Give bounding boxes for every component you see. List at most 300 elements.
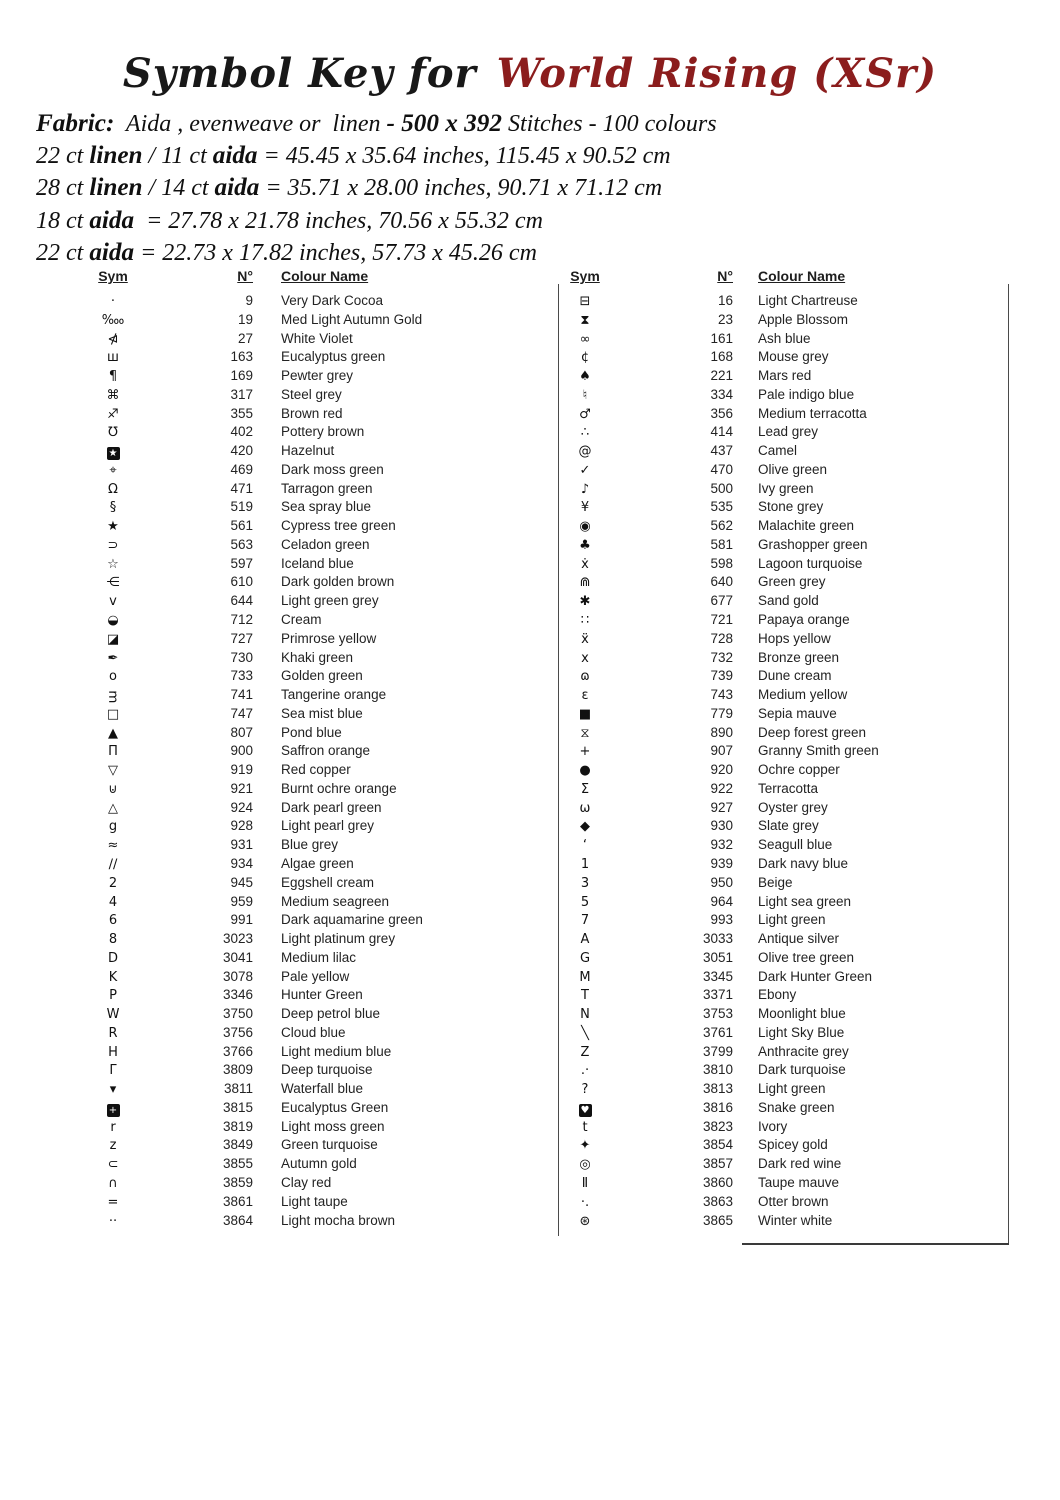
thread-number-cell: 931	[230, 837, 253, 853]
thread-number-cell: 733	[230, 668, 253, 684]
table-row	[550, 649, 1006, 668]
table-row	[550, 1024, 1006, 1043]
thread-number-cell: 993	[710, 912, 733, 928]
thread-number-cell: 3819	[222, 1118, 253, 1134]
colour-name-cell: Mars red	[758, 368, 812, 384]
colour-name-cell: Green turquoise	[281, 1137, 378, 1153]
symbol-cell: ɛ	[581, 688, 589, 704]
table-row	[78, 498, 548, 517]
thread-number-cell: 900	[230, 743, 253, 759]
symbol-cell: G	[579, 950, 591, 966]
thread-number-cell: 807	[230, 724, 253, 740]
symbol-cell: =	[107, 1194, 119, 1210]
thread-number-cell: 3753	[702, 1006, 733, 1022]
thread-number-cell: 163	[230, 349, 253, 365]
table-row	[78, 461, 548, 480]
thread-number-cell: 3033	[702, 931, 733, 947]
thread-number-cell: 3345	[702, 968, 733, 984]
table-row	[550, 498, 1006, 517]
symbol-cell: W	[106, 1007, 120, 1023]
symbol-cell: +	[579, 744, 591, 760]
column-header-row	[550, 268, 1006, 292]
table-row	[550, 517, 1006, 536]
thread-number-cell: 3816	[702, 1099, 733, 1115]
colour-name-cell: White Violet	[281, 330, 353, 346]
table-row	[550, 573, 1006, 592]
table-row	[78, 836, 548, 855]
table-row	[78, 1118, 548, 1137]
thread-number-cell: 743	[710, 687, 733, 703]
thread-number-cell: 924	[230, 799, 253, 815]
colour-name-cell: Medium lilac	[281, 949, 357, 965]
thread-number-cell: 3799	[702, 1043, 733, 1059]
table-row	[78, 874, 548, 893]
table-row	[550, 555, 1006, 574]
symbol-cell: ¢	[580, 350, 590, 366]
thread-number-cell: 939	[710, 855, 733, 871]
table-row	[550, 1061, 1006, 1080]
thread-number-cell: 221	[710, 368, 733, 384]
symbol-cell: Γ	[109, 1063, 117, 1079]
thread-number-cell: 3863	[702, 1193, 733, 1209]
table-row	[78, 367, 548, 386]
thread-number-cell: 3809	[222, 1062, 253, 1078]
table-row	[550, 817, 1006, 836]
colour-name-cell: Tarragon green	[281, 480, 373, 496]
colour-name-cell: Camel	[758, 443, 798, 459]
table-row	[550, 442, 1006, 461]
colour-name-cell: Terracotta	[758, 780, 819, 796]
thread-number-cell: 934	[230, 855, 253, 871]
colour-name-cell: Olive green	[758, 461, 828, 477]
table-row	[78, 761, 548, 780]
page-title	[0, 50, 1060, 97]
colour-name-cell: Light Chartreuse	[758, 293, 858, 308]
thread-number-cell: 921	[230, 780, 253, 796]
thread-number-cell: 721	[710, 612, 733, 628]
table-row	[78, 1043, 548, 1062]
thread-number-cell: 919	[230, 762, 253, 778]
fabric-text: / 11 ct	[142, 143, 213, 170]
colour-name-cell: Green grey	[758, 574, 826, 590]
thread-number-cell: 471	[230, 480, 253, 496]
colour-name-cell: Olive tree green	[758, 949, 855, 965]
symbol-cell: ♪	[580, 481, 590, 497]
fabric-info-line	[36, 172, 717, 204]
colour-name-cell: Deep turquoise	[281, 1062, 373, 1078]
table-row	[78, 1136, 548, 1155]
symbol-cell: ∴	[580, 425, 590, 441]
thread-number-cell: 644	[230, 593, 253, 609]
colour-name-cell: Eucalyptus Green	[281, 1099, 389, 1115]
table-row	[78, 855, 548, 874]
colour-name-cell: Dark Hunter Green	[758, 968, 873, 984]
symbol-cell: ⧖	[580, 725, 590, 741]
table-row	[78, 1212, 548, 1231]
colour-name-cell: Lead grey	[758, 424, 819, 440]
table-row	[78, 1061, 548, 1080]
symbol-cell: ·	[110, 294, 116, 309]
colour-name-cell: Oyster grey	[758, 799, 828, 815]
colour-name-cell: Tangerine orange	[281, 687, 387, 703]
table-row	[78, 911, 548, 930]
title-prefix: Symbol Key for	[122, 50, 477, 97]
symbol-cell: ·.	[580, 1194, 590, 1210]
table-row	[78, 799, 548, 818]
colour-name-cell: Golden green	[281, 668, 363, 684]
table-row	[550, 1193, 1006, 1212]
table-row	[78, 930, 548, 949]
fabric-text: 28 ct	[36, 175, 90, 202]
symbol-cell: ᴟ	[108, 688, 118, 704]
colour-name-cell: Iceland blue	[281, 555, 354, 571]
thread-number-cell: 3761	[702, 1024, 733, 1040]
thread-number-cell: 945	[230, 874, 253, 890]
colour-name-cell: Med Light Autumn Gold	[281, 311, 423, 327]
thread-number-cell: 3860	[702, 1174, 733, 1190]
symbol-cell: 1	[580, 856, 590, 872]
thread-number-cell: 9	[245, 293, 253, 308]
colour-name-cell: Dune cream	[758, 668, 832, 684]
table-row	[78, 592, 548, 611]
thread-number-cell: 739	[710, 668, 733, 684]
table-row	[550, 367, 1006, 386]
colour-name-cell: Ochre copper	[758, 762, 840, 778]
table-row	[78, 536, 548, 555]
thread-number-cell: 3864	[222, 1212, 253, 1228]
symbol-cell: ⊟	[579, 294, 591, 309]
thread-number-cell: 3051	[702, 949, 733, 965]
table-row	[550, 836, 1006, 855]
table-row	[78, 1005, 548, 1024]
table-row	[550, 1212, 1006, 1231]
symbol-cell: P	[109, 988, 117, 1004]
table-row	[78, 968, 548, 987]
colour-name-cell: Light medium blue	[281, 1043, 392, 1059]
thread-number-cell: 728	[710, 630, 733, 646]
thread-number-cell: 535	[710, 499, 733, 515]
colour-name-cell: Light green grey	[281, 593, 379, 609]
symbol-cell: ◎	[579, 1157, 591, 1173]
thread-number-cell: 3810	[702, 1062, 733, 1078]
colour-name-cell: Papaya orange	[758, 612, 850, 628]
table-row	[78, 686, 548, 705]
symbol-cell: ♮	[582, 387, 588, 403]
colour-name-cell: Hazelnut	[281, 443, 335, 459]
colour-name-cell: Pewter grey	[281, 368, 354, 384]
thread-number-cell: 928	[230, 818, 253, 834]
colour-name-cell: Light mocha brown	[281, 1212, 396, 1228]
table-row	[550, 630, 1006, 649]
thread-number-cell: 920	[710, 762, 733, 778]
fabric-info-line	[36, 205, 717, 237]
thread-number-cell: 3766	[222, 1043, 253, 1059]
symbol-cell: ⊛	[579, 1213, 591, 1229]
colour-name-cell: Ebony	[758, 987, 797, 1003]
thread-number-cell: 779	[710, 705, 733, 721]
symbol-cell: ᴠ	[109, 594, 117, 610]
table-row	[78, 348, 548, 367]
table-row	[550, 1080, 1006, 1099]
symbol-cell: △	[108, 800, 118, 816]
colour-name-cell: Antique silver	[758, 931, 840, 947]
fabric-text: 18 ct	[36, 207, 90, 234]
table-row	[550, 330, 1006, 349]
fabric-text: = 45.45 x 35.64 inches, 115.45 x 90.52 cm	[257, 143, 671, 170]
fabric-bold-text: aida	[212, 142, 258, 170]
symbol-cell: M	[579, 969, 591, 985]
fabric-info-line	[36, 237, 717, 269]
table-row	[550, 930, 1006, 949]
symbol-cell: ∞	[579, 331, 591, 347]
colour-name-cell: Anthracite grey	[758, 1043, 849, 1059]
fabric-text: / 14 ct	[142, 175, 215, 202]
column-header-row	[78, 268, 548, 292]
fabric-info-line	[36, 108, 717, 140]
table-bottom-border-line	[742, 1243, 1009, 1245]
thread-number-cell: 500	[710, 480, 733, 496]
table-row	[78, 986, 548, 1005]
symbol-cell: 7	[580, 913, 590, 929]
thread-number-cell: 610	[230, 574, 253, 590]
thread-number-cell: 3855	[222, 1156, 253, 1172]
colour-name-cell: Dark aquamarine green	[281, 912, 423, 928]
table-right-border-line	[1008, 284, 1009, 1243]
thread-number-cell: 640	[710, 574, 733, 590]
table-row	[550, 761, 1006, 780]
table-row	[550, 799, 1006, 818]
colour-name-cell: Burnt ochre orange	[281, 780, 397, 796]
thread-number-cell: 3346	[222, 987, 253, 1003]
fabric-text: = 35.71 x 28.00 inches, 90.71 x 71.12 cm	[259, 175, 663, 202]
colour-name-cell: Beige	[758, 874, 793, 890]
thread-number-cell: 3854	[702, 1137, 733, 1153]
thread-number-cell: 991	[230, 912, 253, 928]
colour-name-cell: Dark pearl green	[281, 799, 382, 815]
colour-name-cell: Light moss green	[281, 1118, 385, 1134]
symbol-cell	[78, 1100, 148, 1119]
pattern-name: World Rising (XSr)	[496, 50, 938, 97]
symbol-cell: □	[106, 706, 120, 722]
thread-number-cell: 519	[230, 499, 253, 515]
colour-name-cell: Eucalyptus green	[281, 349, 386, 365]
column-header-sym: Sym	[570, 268, 600, 284]
column-header-colour-name: Colour Name	[281, 268, 369, 284]
table-row	[78, 1024, 548, 1043]
table-row	[550, 949, 1006, 968]
table-row	[78, 573, 548, 592]
colour-name-cell: Dark moss green	[281, 461, 384, 477]
thread-number-cell: 730	[230, 649, 253, 665]
colour-name-cell: Winter white	[758, 1212, 833, 1228]
table-row	[550, 1155, 1006, 1174]
thread-number-cell: 414	[710, 424, 733, 440]
colour-name-cell: Khaki green	[281, 649, 354, 665]
symbol-cell: ★	[107, 519, 119, 535]
thread-number-cell: 168	[710, 349, 733, 365]
symbol-cell: ♠	[579, 369, 591, 385]
colour-name-cell: Dark turquoise	[758, 1062, 846, 1078]
table-row	[550, 311, 1006, 330]
fabric-text: 22 ct	[36, 239, 90, 266]
thread-number-cell: 3823	[702, 1118, 733, 1134]
table-row	[550, 1043, 1006, 1062]
table-row	[78, 611, 548, 630]
symbol-cell: T	[581, 988, 589, 1004]
thread-number-cell: 890	[710, 724, 733, 740]
symbol-cell: 5	[580, 894, 590, 910]
table-row	[550, 874, 1006, 893]
fabric-text: = 22.73 x 17.82 inches, 57.73 x 45.26 cm	[134, 239, 537, 266]
colour-name-cell: Light taupe	[281, 1193, 348, 1209]
colour-name-cell: Cypress tree green	[281, 518, 396, 534]
symbol-cell: A	[580, 932, 590, 948]
table-row	[550, 611, 1006, 630]
column-header-sym: Sym	[98, 268, 128, 284]
symbol-cell: ¶	[108, 369, 118, 385]
symbol-cell: ⊍	[108, 781, 118, 797]
colour-name-cell: Lagoon turquoise	[758, 555, 863, 571]
colour-name-cell: Light platinum grey	[281, 931, 396, 947]
symbol-cell: ♐	[107, 406, 119, 422]
thread-number-cell: 964	[710, 893, 733, 909]
table-row	[550, 780, 1006, 799]
fabric-bold-text: aida	[89, 238, 135, 266]
colour-name-cell: Eggshell cream	[281, 874, 375, 890]
colour-name-cell: Cream	[281, 612, 322, 628]
colour-name-cell: Seagull blue	[758, 837, 833, 853]
thread-number-cell: 3865	[702, 1212, 733, 1228]
symbol-cell: ш	[107, 350, 119, 366]
symbol-cell: .·	[580, 1063, 590, 1079]
table-row	[78, 1080, 548, 1099]
thread-number-cell: 959	[230, 893, 253, 909]
inverse-symbol-glyph: +	[107, 1104, 120, 1117]
table-row	[78, 292, 548, 311]
thread-number-cell: 741	[230, 687, 253, 703]
symbol-cell: ■	[578, 706, 592, 722]
table-row	[78, 442, 548, 461]
symbol-cell: ?	[581, 1082, 589, 1098]
symbol-cell: 3	[580, 875, 590, 891]
colour-name-cell: Malachite green	[758, 518, 855, 534]
colour-name-cell: Light Sky Blue	[758, 1024, 845, 1040]
symbol-cell: ⋪	[107, 331, 119, 347]
thread-number-cell: 3756	[222, 1024, 253, 1040]
inverse-symbol-glyph: ♥	[579, 1104, 592, 1117]
fabric-info-line	[36, 140, 717, 172]
symbol-cell: t	[582, 1119, 588, 1135]
thread-number-cell: 732	[710, 649, 733, 665]
symbol-cell: §	[109, 500, 117, 516]
symbol-cell: ⌖	[109, 462, 117, 478]
symbol-cell: ♂	[579, 406, 591, 422]
symbol-cell: ♣	[579, 537, 591, 553]
thread-number-cell: 561	[230, 518, 253, 534]
symbol-cell: Z	[580, 1044, 590, 1060]
thread-number-cell: 19	[237, 311, 253, 327]
symbol-cell: ▽	[108, 763, 118, 779]
fabric-info-block	[36, 108, 717, 269]
colour-name-cell: Pottery brown	[281, 424, 365, 440]
table-row	[78, 311, 548, 330]
colour-name-cell: Light sea green	[758, 893, 852, 909]
thread-number-cell: 930	[710, 818, 733, 834]
thread-number-cell: 677	[710, 593, 733, 609]
thread-number-cell: 27	[237, 330, 253, 346]
colour-name-cell: Spicey gold	[758, 1137, 828, 1153]
symbol-cell: ⋲	[106, 575, 120, 591]
colour-name-cell: Apple Blossom	[758, 311, 849, 327]
fabric-text: Stitches - 100 colours	[501, 111, 717, 137]
column-divider-line	[558, 284, 559, 1236]
colour-name-cell: Grashopper green	[758, 536, 868, 552]
colour-name-cell: Dark red wine	[758, 1156, 842, 1172]
symbol-cell: ɷ	[580, 669, 590, 685]
column-header-number: N°	[237, 268, 253, 284]
colour-name-cell: Pond blue	[281, 724, 342, 740]
thread-number-cell: 3371	[702, 987, 733, 1003]
colour-name-cell: Sea mist blue	[281, 705, 363, 721]
table-row	[78, 667, 548, 686]
colour-name-cell: Waterfall blue	[281, 1081, 364, 1097]
thread-number-cell: 3078	[222, 968, 253, 984]
table-row	[550, 893, 1006, 912]
symbol-cell: @	[578, 444, 592, 460]
symbol-cell	[550, 1100, 620, 1119]
fabric-bold-text: aida	[214, 174, 260, 202]
table-row	[550, 667, 1006, 686]
symbol-cell: D	[107, 950, 118, 966]
symbol-cell: ☆	[107, 556, 119, 572]
colour-name-cell: Sepia mauve	[758, 705, 837, 721]
colour-name-cell: Ivy green	[758, 480, 814, 496]
fabric-bold-text: Fabric:	[36, 110, 115, 137]
thread-number-cell: 712	[230, 612, 253, 628]
colour-name-cell: Medium yellow	[758, 687, 848, 703]
symbol-cell: ▲	[108, 725, 118, 741]
symbol-cell: ‘	[582, 838, 588, 854]
colour-name-cell: Snake green	[758, 1099, 835, 1115]
colour-name-cell: Algae green	[281, 855, 354, 871]
colour-name-cell: Light green	[758, 1081, 826, 1097]
colour-name-cell: Deep forest green	[758, 724, 867, 740]
symbol-cell: ≈	[107, 838, 119, 854]
symbol-cell: Ⅱ	[581, 1175, 589, 1191]
table-row	[550, 461, 1006, 480]
colour-name-cell: Brown red	[281, 405, 343, 421]
column-header-colour-name: Colour Name	[758, 268, 846, 284]
inverse-symbol-glyph: ★	[107, 447, 120, 460]
colour-name-cell: Very Dark Cocoa	[281, 293, 384, 308]
table-row	[78, 705, 548, 724]
colour-name-cell: Stone grey	[758, 499, 824, 515]
symbol-cell: r	[110, 1119, 116, 1135]
table-row	[78, 817, 548, 836]
colour-name-cell: Sand gold	[758, 593, 819, 609]
symbol-rows	[550, 292, 1006, 1230]
table-row	[550, 1136, 1006, 1155]
fabric-text: = 27.78 x 21.78 inches, 70.56 x 55.32 cm	[134, 207, 543, 234]
symbol-cell: ▾	[109, 1082, 117, 1098]
table-row	[550, 386, 1006, 405]
thread-number-cell: 562	[710, 518, 733, 534]
symbol-cell: ∕∕	[108, 856, 118, 872]
thread-number-cell: 317	[230, 386, 253, 402]
table-row	[78, 517, 548, 536]
symbol-cell: ··	[108, 1213, 118, 1229]
symbol-cell: ✦	[579, 1138, 591, 1154]
